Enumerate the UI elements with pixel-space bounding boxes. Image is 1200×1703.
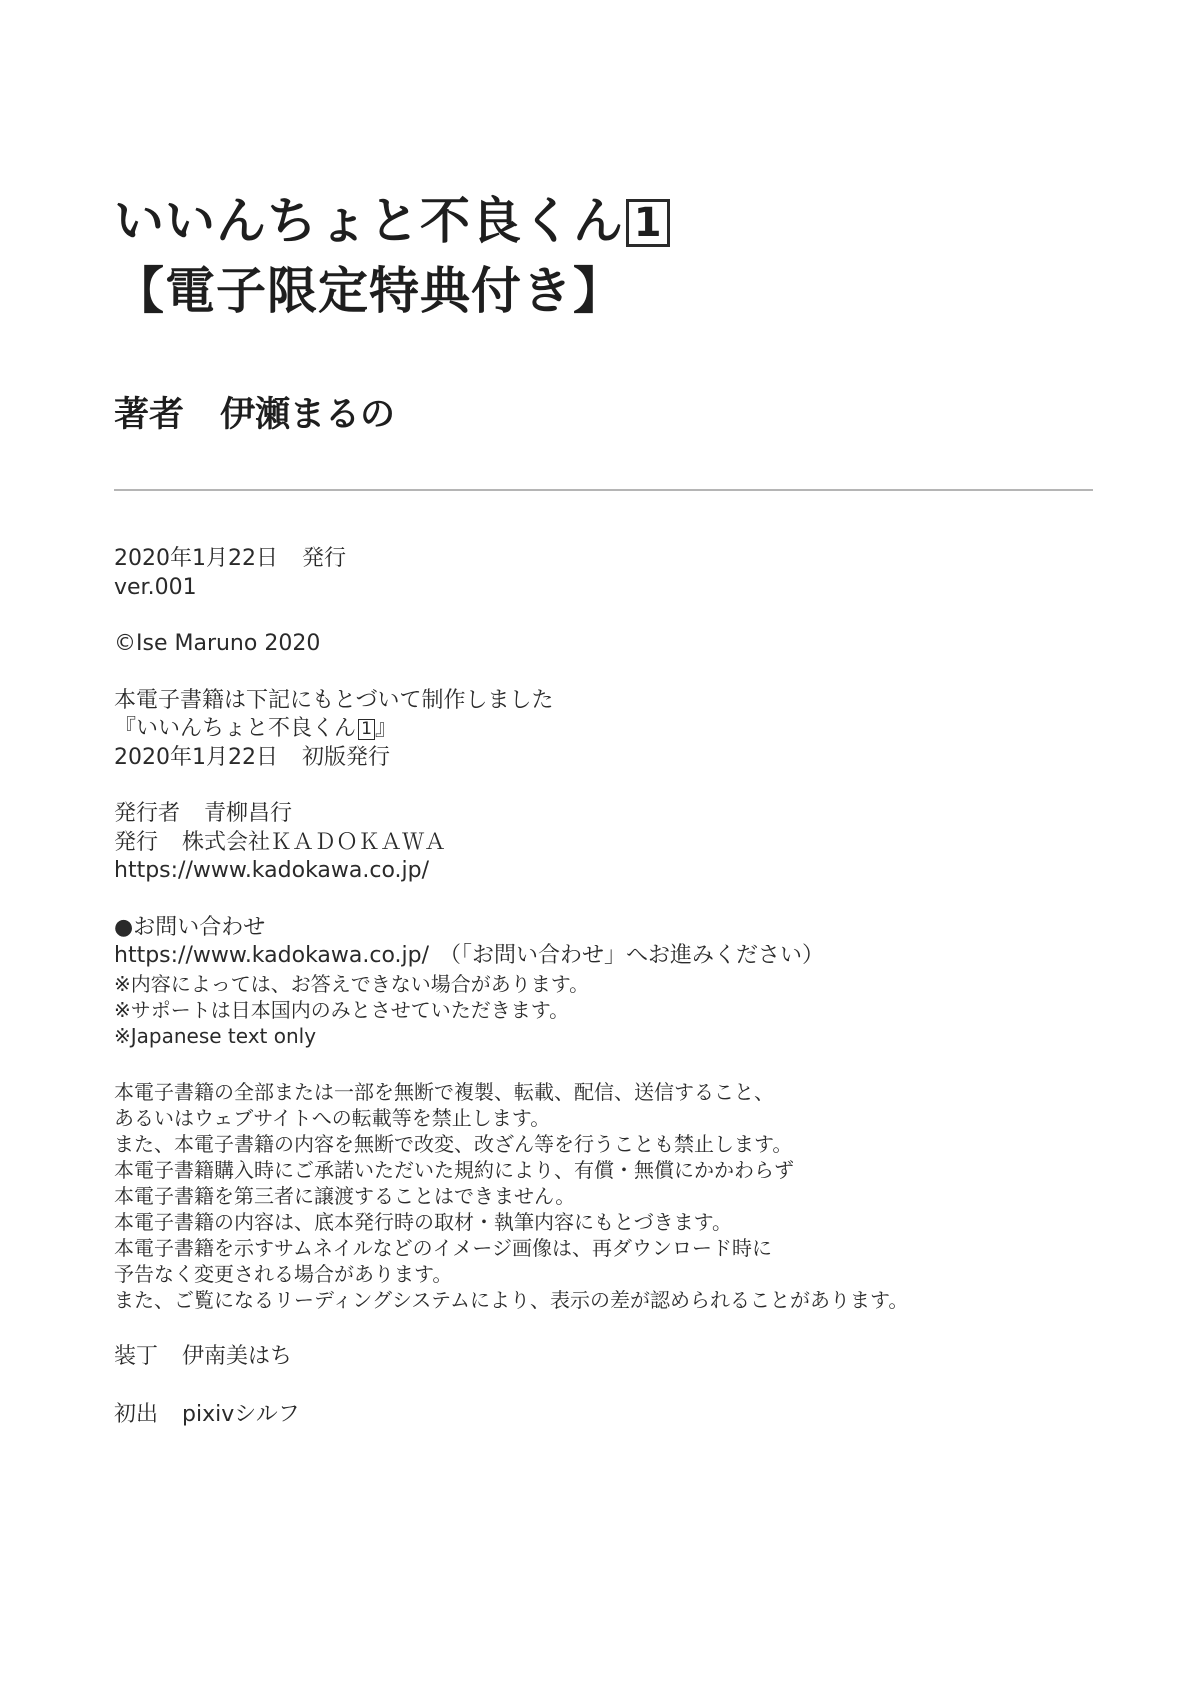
issuer-name: 株式会社ＫＡＤＯＫＡＷＡ <box>182 829 447 855</box>
volume-number-box: 1 <box>626 199 670 247</box>
book-title-text: いいんちょと不良くん <box>114 192 624 250</box>
contact-note: ※サポートは日本国内のみとさせていただきます。 <box>114 997 570 1022</box>
legal-line: 本電子書籍を示すサムネイルなどのイメージ画像は、再ダウンロード時に <box>114 1235 772 1260</box>
legal-line: あるいはウェブサイトへの転載等を禁止します。 <box>114 1105 551 1130</box>
publisher-row <box>114 800 1094 829</box>
book-title <box>114 186 670 326</box>
contact-url-note: （「お問い合わせ」へお進みください） <box>439 943 825 968</box>
source-title: いいんちょと不良くん <box>136 716 357 741</box>
release-date-row <box>114 545 1094 574</box>
publisher-label: 発行者 <box>114 801 181 826</box>
source-title-row <box>114 715 1094 744</box>
source-note: 本電子書籍は下記にもとづいて制作しました <box>114 687 554 713</box>
contact-url-row <box>114 942 1094 971</box>
legal-line: 本電子書籍の内容は、底本発行時の取材・執筆内容にもとづきます。 <box>114 1209 732 1234</box>
source-edition: 初版発行 <box>301 744 390 770</box>
release-date: 2020年1月22日 <box>114 546 278 571</box>
first-appearance-row <box>114 1401 1094 1430</box>
publisher-name: 青柳昌行 <box>204 801 293 826</box>
contact-note: ※Japanese text only <box>114 1023 317 1048</box>
author-name: 伊瀬まるの <box>220 395 396 435</box>
colophon-details <box>114 545 1094 1430</box>
issuer-row <box>114 829 1094 858</box>
source-date: 2020年1月22日 <box>114 744 278 770</box>
design-credit-block <box>114 1343 1094 1372</box>
legal-line: 本電子書籍を第三者に譲渡することはできません。 <box>114 1183 576 1208</box>
design-credit-row <box>114 1343 1094 1372</box>
legal-line: 予告なく変更される場合があります。 <box>114 1261 453 1286</box>
publisher-url: https://www.kadokawa.co.jp/ <box>114 858 430 883</box>
contact-note: ※内容によっては、お答えできない場合があります。 <box>114 971 590 996</box>
publisher-block <box>114 800 1094 886</box>
copyright: ©Ise Maruno 2020 <box>114 631 321 656</box>
book-title-line-1 <box>114 186 670 256</box>
legal-line: 本電子書籍購入時にご承諾いただいた規約により、有償・無償にかかわらず <box>114 1157 794 1182</box>
release-block <box>114 545 1094 602</box>
source-volume-box: 1 <box>358 719 375 741</box>
issuer-label: 発行 <box>114 829 159 855</box>
first-appearance-block <box>114 1401 1094 1430</box>
source-open-bracket: 『 <box>114 716 137 741</box>
contact-block <box>114 914 1094 1049</box>
author-line <box>114 392 395 438</box>
design-label: 装丁 <box>114 1343 159 1369</box>
legal-block <box>114 1079 1094 1313</box>
source-close-bracket: 』 <box>375 716 398 741</box>
first-appearance-name: pixivシルフ <box>182 1402 300 1427</box>
version: ver.001 <box>114 574 197 600</box>
copyright-block <box>114 630 1094 659</box>
first-appearance-label: 初出 <box>114 1402 159 1427</box>
book-title-line-2: 【電子限定特典付き】 <box>114 262 624 320</box>
release-label: 発行 <box>301 546 346 571</box>
contact-url: https://www.kadokawa.co.jp/ <box>114 943 430 968</box>
legal-line: また、本電子書籍の内容を無断で改変、改ざん等を行うことも禁止します。 <box>114 1131 793 1156</box>
source-block <box>114 687 1094 773</box>
legal-line: 本電子書籍の全部または一部を無断で複製、転載、配信、送信すること、 <box>114 1079 774 1104</box>
author-label: 著者 <box>114 395 185 435</box>
source-date-row <box>114 744 1094 773</box>
divider <box>114 489 1093 491</box>
design-name: 伊南美はち <box>182 1343 293 1369</box>
legal-line: また、ご覧になるリーディングシステムにより、表示の差が認められることがあります。 <box>114 1287 909 1312</box>
contact-heading: ●お問い合わせ <box>114 914 266 940</box>
